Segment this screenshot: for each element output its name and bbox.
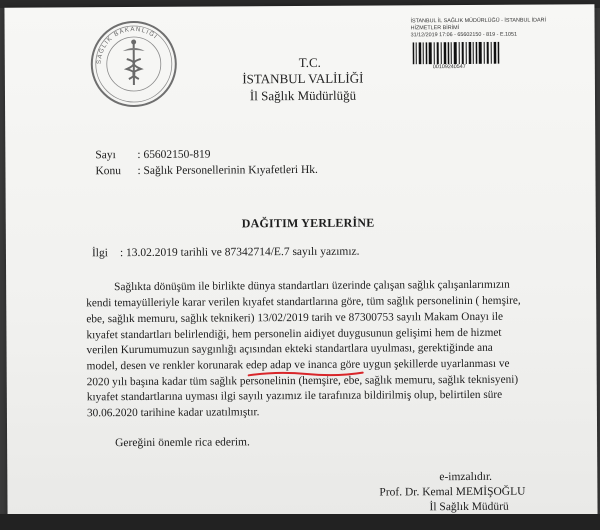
ministry-seal-icon [89, 19, 180, 110]
body-line: 2020 yılı başına kadar tüm sağlık personelinin (hemşire, ebe, sağlık memuru, sağlık teknisyeni) [86, 373, 519, 389]
photo-bottom-edge [0, 514, 600, 530]
konu-value: : Sağlık Personellerinin Kıyafetleri Hk. [137, 163, 318, 177]
closing-text: Gereğini önemle rica ederim. [115, 436, 250, 450]
stamp-line: HİZMETLER BİRİMİ [410, 25, 460, 32]
ilgi-label: İlgi [91, 247, 108, 260]
stamp-line: İSTANBUL İL SAĞLIK MÜDÜRLÜĞÜ - İSTANBUL İDARİ [410, 17, 547, 25]
sayi-label: Sayı [95, 149, 116, 162]
body-line: Sağlıkta dönüşüm ile birlikte dünya standartları üzerinde çalışan sağlık çalışanlarımızın [114, 278, 510, 294]
signature-title: İl Sağlık Müdürü [429, 500, 509, 514]
signature-name: Prof. Dr. Kemal MEMİŞOĞLU [379, 485, 526, 499]
body-line: kendi temayülleriyle karar verilen kıyafet standartlarına göre, tüm sağlık personelinin ( hemşire, [86, 294, 521, 310]
ilgi-value: : 13.02.2019 tarihli ve 87342714/E.7 sayılı yazımız. [119, 245, 360, 260]
distribution-heading: DAĞITIM YERLERİNE [241, 215, 375, 231]
e-document-stamp [411, 17, 549, 71]
konu-label: Konu [95, 165, 122, 178]
stamp-line: 31/12/2019 17:06 - 65602150 - 819 - E.1051 [410, 31, 518, 39]
body-line: kıyafet standartları belirlendiği, hem personelin aidiyet duygusunun gelişimi hem de hizmet [86, 326, 502, 342]
header-directorate: İl Sağlık Müdürlüğü [249, 87, 357, 104]
stamp-number: 00109240547 [432, 63, 466, 71]
body-text: model, desen ve renkler korunarak [86, 359, 247, 373]
header-tc: T.C. [298, 54, 321, 71]
body-text: göre uygun şekillerde uyarlanması ve [337, 357, 510, 371]
body-line: 30.06.2020 tarihine kadar uzatılmıştır. [86, 406, 260, 420]
body-line: kıyafet standartlarına uyması ilgi sayılı yazımız ile tarafınıza bildirilmiş olup, belirtilen süre [86, 388, 503, 404]
signature-e-imza: e-imzalıdır. [439, 470, 493, 484]
sayi-value: : 65602150-819 [137, 148, 211, 161]
body-line: verilen Kurumumuzun saygınlığı açısından ekteki standartlara uyulması, gerektiğinde ana [86, 341, 493, 357]
highlighted-phrase: edep adap ve inanca [245, 358, 338, 372]
header-governorship: İSTANBUL VALİLİĞİ [242, 70, 364, 87]
body-line: ebe, sağlık memuru, sağlık teknikeri) 13/02/2019 tarih ve 87300753 sayılı Makam Onayı ile [86, 310, 504, 326]
seal-ring-text: SAĞLIK BAKANLIĞI [95, 25, 159, 65]
document-page [4, 4, 597, 518]
barcode [411, 42, 503, 65]
